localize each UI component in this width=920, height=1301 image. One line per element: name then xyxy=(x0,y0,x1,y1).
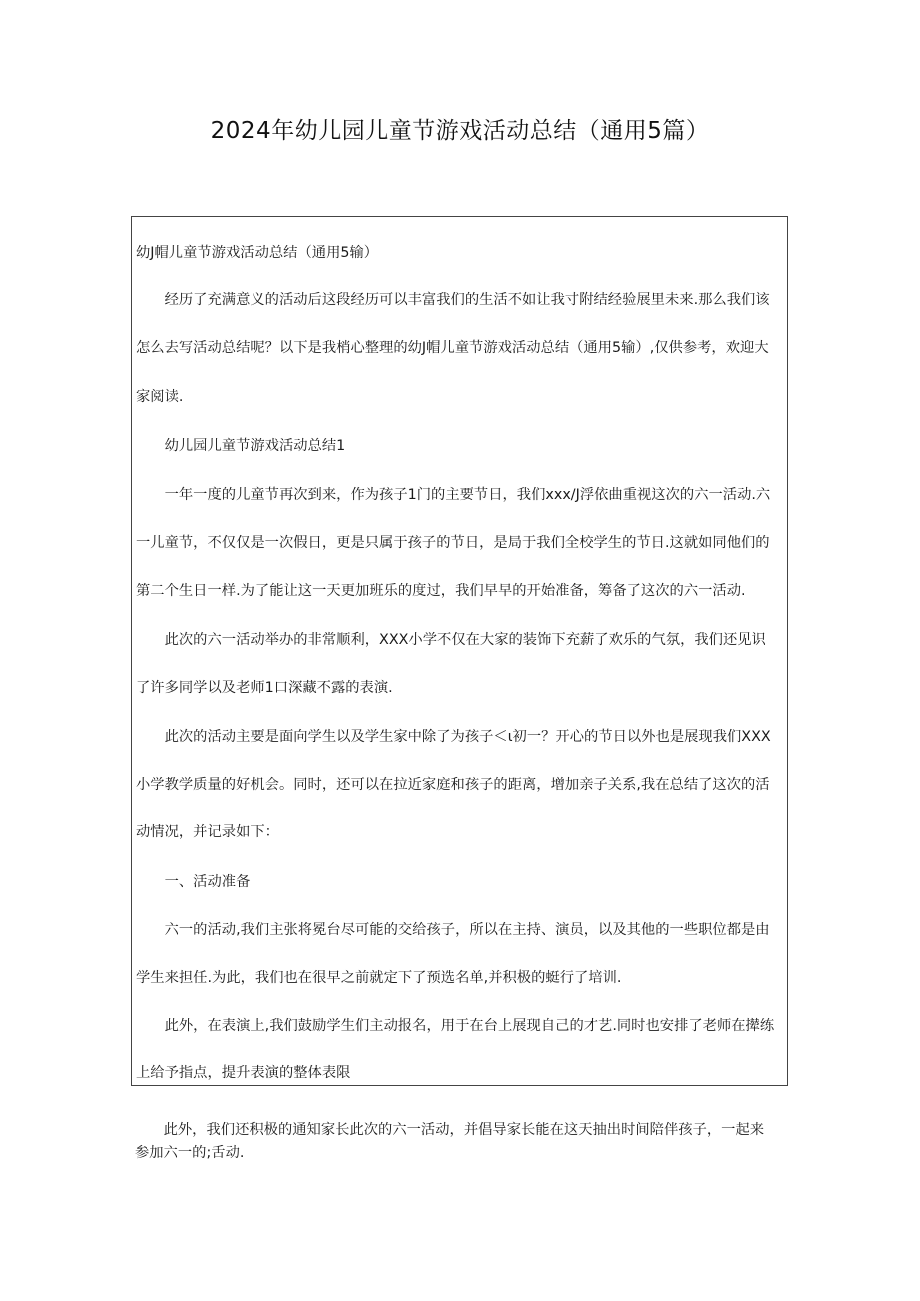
paragraph-line: 怎么去写活动总结呢？以下是我梢心整理的幼J帽儿童节游戏活动总结（通用5输）,仅供参考，欢迎大 xyxy=(136,340,769,356)
paragraph-line: 此外，在表演上,我们鼓励学生们主动报名，用于在台上展现自己的才艺.同时也安排了老师在撵练 xyxy=(136,1018,775,1034)
paragraph-line: 一儿童节，不仅仅是一次假日，更是只属于孩子的节日，是局于我们全校学生的节日.这就如同他们的 xyxy=(136,535,770,551)
paragraph-line: 家阅读. xyxy=(136,389,184,405)
document-title: 2024年幼儿园儿童节游戏活动总结（通用5篇） xyxy=(210,118,710,144)
paragraph-line: 经历了充满意义的活动后这段经历可以丰富我们的生活不如让我寸附结经验展里未来.那么我们该 xyxy=(136,292,770,308)
paragraph-line: 一年一度的儿童节再次到来，作为孩子1门的主要节日，我们xxx/J浮依曲重视这次的六一活动.六 xyxy=(136,487,771,503)
paragraph-line: 此次的六一活动举办的非常顺利，XXX小学不仅在大家的装饰下充薪了欢乐的气氛，我们还见识 xyxy=(136,632,766,648)
paragraph-line: 小学教学质量的好机会。同时，还可以在拉近家庭和孩子的距离，增加亲子关系,我在总结了这次的活 xyxy=(136,777,770,793)
paragraph-line: 上给予指点，提升表演的整体表限 xyxy=(136,1065,351,1081)
paragraph-line: 此次的活动主要是面向学生以及学生家中除了为孩子＜ι初一？开心的节日以外也是展现我们XXX xyxy=(136,729,771,745)
paragraph-line: 六一的活动,我们主张将冕台尽可能的交给孩子，所以在主持、演员，以及其他的一些职位都是由 xyxy=(136,922,770,938)
paragraph-line: 第二个生日一样.为了能让这一天更加班乐的度过，我们早早的开始准备，筹备了这次的六一活动. xyxy=(136,583,746,599)
box-heading: 幼J帽儿童节游戏活动总结（通用5输） xyxy=(136,245,379,261)
paragraph-line: 参加六一的;舌动. xyxy=(135,1145,245,1161)
section-heading: 幼儿园儿童节游戏活动总结1 xyxy=(136,438,346,454)
paragraph-line: 学生来担任.为此，我们也在很早之前就定下了预选名单,并积极的蜓行了培训. xyxy=(136,970,622,986)
paragraph-line: 了许多同学以及老师1口深藏不露的表演. xyxy=(136,680,393,696)
section-heading: 一、活动准备 xyxy=(136,874,251,890)
paragraph-line: 此外，我们还积极的通知家长此次的六一活动，并倡导家长能在这天抽出时间陪伴孩子，一起来 xyxy=(135,1122,765,1138)
paragraph-line: 动情况，并记录如下： xyxy=(136,824,279,840)
summary-text-box xyxy=(131,216,788,1086)
